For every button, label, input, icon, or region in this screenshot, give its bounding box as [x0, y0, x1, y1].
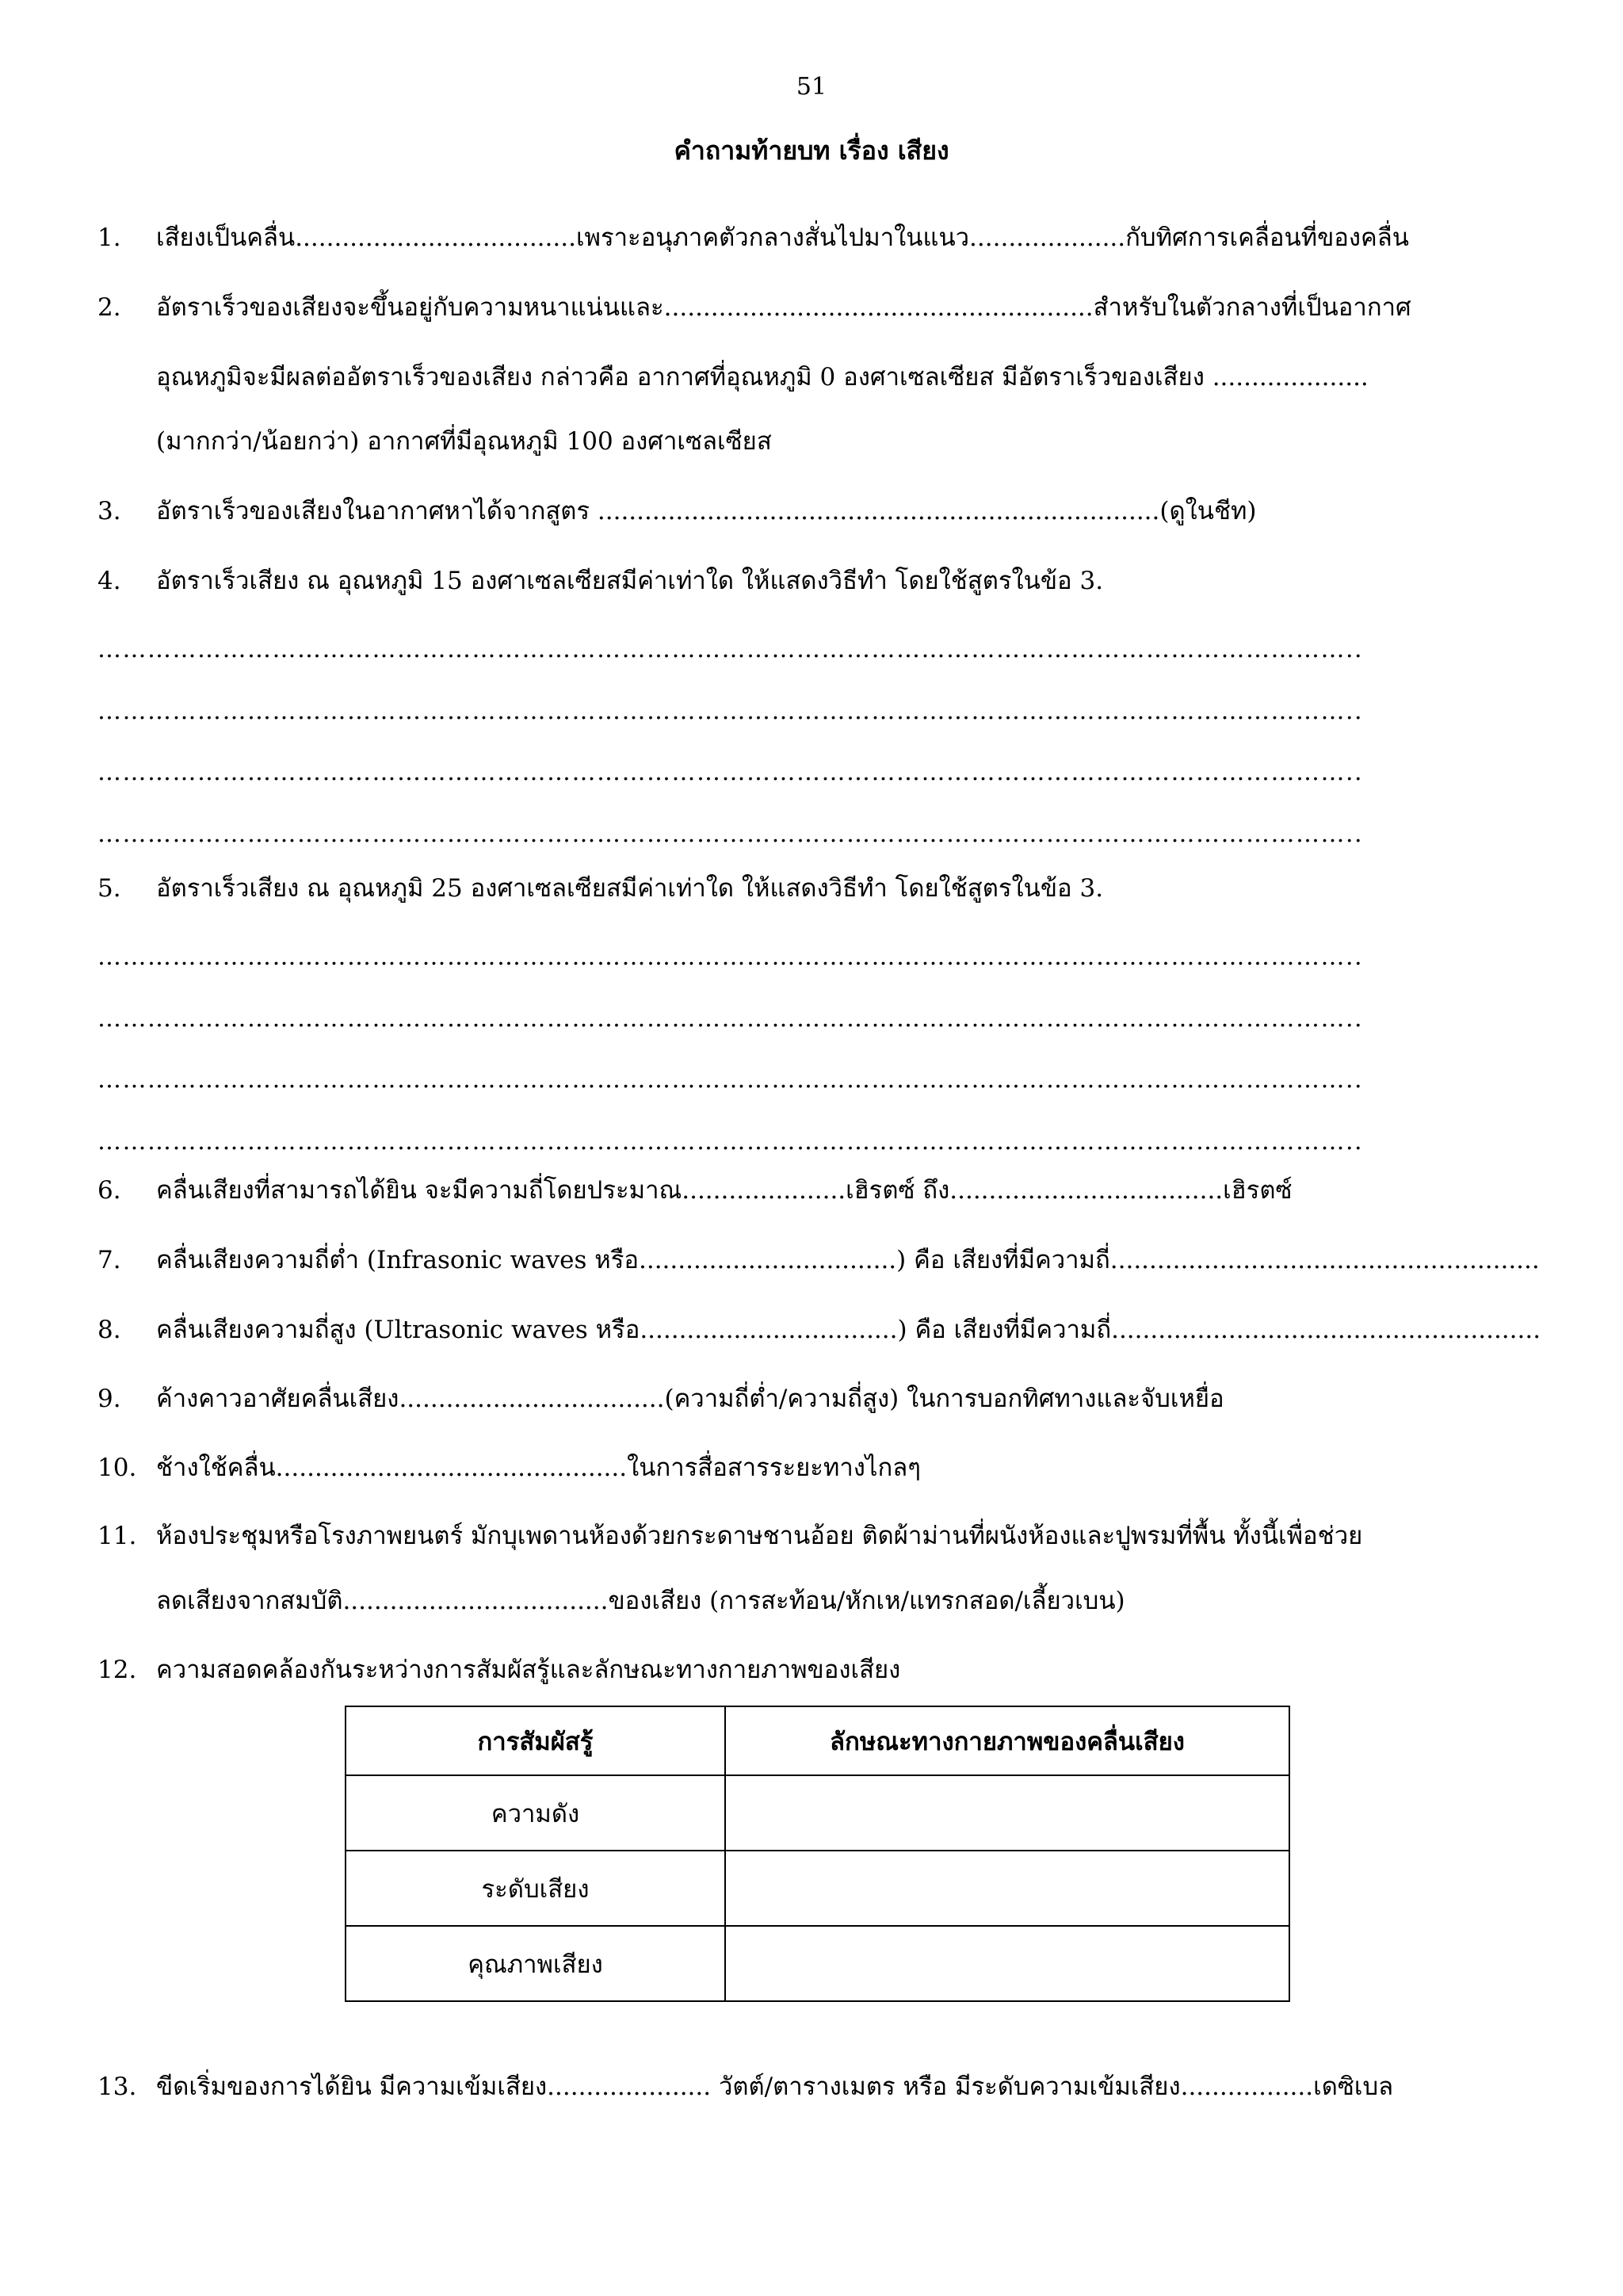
question-11-line-1: ห้องประชุมหรือโรงภาพยนตร์ มักบุเพดานห้องด้วยกระดาษชานอ้อย ติดผ้าม่านที่ผนังห้องและปูพรมที่พื้น ทั้งนี้เพื่อช่วย — [156, 1522, 1363, 1550]
question-4-text: อัตราเร็วเสียง ณ อุณหภูมิ 15 องศาเซลเซียสมีค่าเท่าใด ให้แสดงวิธีทำ โดยใช้สูตรในข้อ 3. — [156, 567, 1104, 595]
question-7-number: 7. — [97, 1246, 121, 1274]
question-13-number: 13. — [97, 2073, 137, 2101]
table-row — [346, 1851, 1289, 1926]
question-2-number: 2. — [97, 293, 121, 322]
answer-line: …………………………………………………………………………………………………………………………………….. — [97, 1128, 1364, 1156]
question-8-number: 8. — [97, 1316, 121, 1344]
table-cell-answer — [725, 1926, 1289, 2001]
question-2-line-1: อัตราเร็วของเสียงจะขึ้นอยู่กับความหนาแน่นและ.......................................................สำหรับในตัวกลางที่เป็นอากาศ — [156, 293, 1411, 322]
question-11-line-2: ลดเสียงจากสมบัติ..................................ของเสียง (การสะท้อน/หักเห/แทรกสอด/เลี้ยวเบน) — [156, 1587, 1125, 1615]
question-12-text: ความสอดคล้องกันระหว่างการสัมผัสรู้และลักษณะทางกายภาพของเสียง — [156, 1656, 901, 1684]
answer-line: …………………………………………………………………………………………………………………………………….. — [97, 820, 1364, 848]
question-3-number: 3. — [97, 497, 121, 525]
question-5-number: 5. — [97, 874, 121, 903]
page-title: คำถามท้ายบท เรื่อง เสียง — [674, 136, 949, 166]
table-cell-answer — [725, 1851, 1289, 1926]
question-2-line-2: อุณหภูมิจะมีผลต่ออัตราเร็วของเสียง กล่าวคือ อากาศที่อุณหภูมิ 0 องศาเซลเซียส มีอัตราเร็วของเสียง .................... — [156, 363, 1369, 392]
question-1-text: เสียงเป็นคลื่น....................................เพราะอนุภาคตัวกลางสั่นไปมาในแนว....................กับทิศการเคลื่อนที่ของคลื่น — [156, 223, 1409, 252]
question-5-text: อัตราเร็วเสียง ณ อุณหภูมิ 25 องศาเซลเซียสมีค่าเท่าใด ให้แสดงวิธีทำ โดยใช้สูตรในข้อ 3. — [156, 874, 1104, 903]
question-9-number: 9. — [97, 1385, 121, 1413]
answer-line: …………………………………………………………………………………………………………………………………….. — [97, 1005, 1364, 1033]
answer-line: …………………………………………………………………………………………………………………………………….. — [97, 943, 1364, 971]
answer-line: …………………………………………………………………………………………………………………………………….. — [97, 636, 1364, 663]
question-1-number: 1. — [97, 223, 121, 252]
table-cell-perception: ความดัง — [346, 1775, 725, 1851]
question-13-text: ขีดเริ่มของการได้ยิน มีความเข้มเสียง..................... วัตต์/ตารางเมตร หรือ มีระดับความเข้มเสียง.................เดซิเบล — [156, 2073, 1394, 2101]
perception-table — [345, 1706, 1290, 2002]
question-6-number: 6. — [97, 1176, 121, 1205]
question-3-text: อัตราเร็วของเสียงในอากาศหาได้จากสูตร ........................................................................(ดูในชีท) — [156, 497, 1257, 525]
question-11-number: 11. — [97, 1522, 137, 1550]
question-10-text: ช้างใช้คลื่น.............................................ในการสื่อสารระยะทางไกลๆ — [156, 1454, 921, 1482]
question-12-number: 12. — [97, 1656, 137, 1684]
table-cell-perception: คุณภาพเสียง — [346, 1926, 725, 2001]
question-7-text: คลื่นเสียงความถี่ต่ำ (Infrasonic waves หรือ.................................) คือ เสียงที่มีความถี่....................................................... — [156, 1246, 1540, 1274]
question-6-text: คลื่นเสียงที่สามารถได้ยิน จะมีความถี่โดยประมาณ.....................เฮิรตซ์ ถึง...................................เฮิรตซ์ — [156, 1176, 1293, 1205]
question-10-number: 10. — [97, 1454, 137, 1482]
question-8-text: คลื่นเสียงความถี่สูง (Ultrasonic waves หรือ.................................) คือ เสียงที่มีความถี่....................................................... — [156, 1316, 1541, 1344]
question-2-line-3: (มากกว่า/น้อยกว่า) อากาศที่มีอุณหภูมิ 100 องศาเซลเซียส — [156, 427, 772, 456]
table-header-row — [346, 1706, 1289, 1775]
answer-line: …………………………………………………………………………………………………………………………………….. — [97, 697, 1364, 725]
page-number: 51 — [796, 73, 827, 101]
table-header-physical-property: ลักษณะทางกายภาพของคลื่นเสียง — [725, 1706, 1289, 1775]
table-cell-perception: ระดับเสียง — [346, 1851, 725, 1926]
question-4-number: 4. — [97, 567, 121, 595]
answer-line: …………………………………………………………………………………………………………………………………….. — [97, 758, 1364, 786]
table-row — [346, 1775, 1289, 1851]
table-row — [346, 1926, 1289, 2001]
table-cell-answer — [725, 1775, 1289, 1851]
answer-line: …………………………………………………………………………………………………………………………………….. — [97, 1066, 1364, 1094]
question-9-text: ค้างคาวอาศัยคลื่นเสียง..................................(ความถี่ต่ำ/ความถี่สูง) ในการบอกทิศทางและจับเหยื่อ — [156, 1385, 1224, 1413]
table-header-perception: การสัมผัสรู้ — [346, 1706, 725, 1775]
